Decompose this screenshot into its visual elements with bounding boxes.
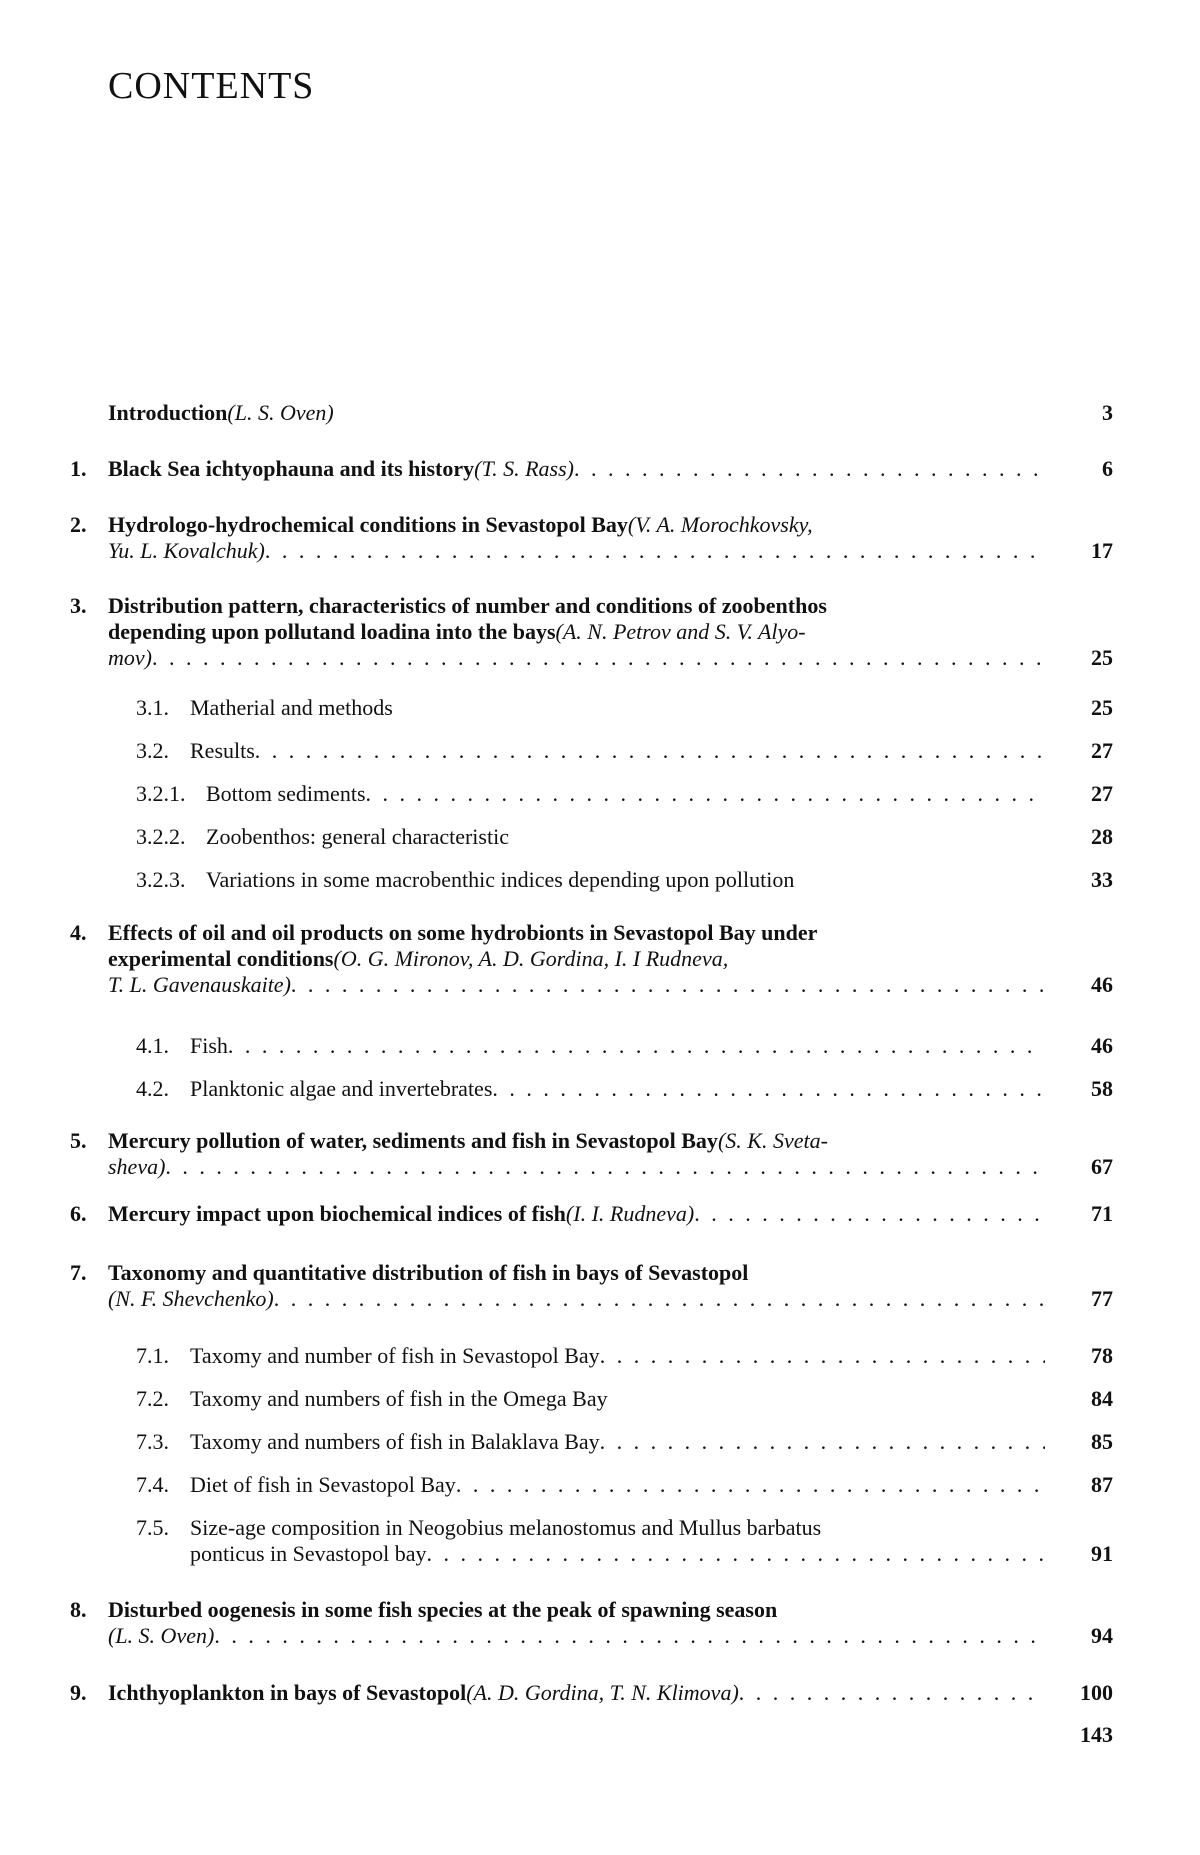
entry-page-number: 25	[1091, 695, 1113, 720]
entry-text: Taxomy and numbers of fish in Balaklava Bay	[190, 1429, 600, 1454]
entry-line	[108, 972, 1045, 998]
entry-page-number: 67	[1091, 1154, 1113, 1179]
leader-dots	[291, 972, 1045, 998]
entry-line	[108, 1286, 1045, 1312]
entry-number: 4.2.	[136, 1076, 169, 1101]
leader-dots	[492, 1076, 1045, 1102]
entry-title	[190, 695, 1045, 721]
entry-text: Distribution pattern, characteristics of number and conditions of zoobenthos	[108, 593, 827, 618]
entry-title	[206, 824, 1045, 850]
toc-entry	[0, 867, 1200, 893]
entry-line	[190, 1076, 1045, 1102]
entry-author: (L. S. Oven)	[227, 400, 334, 425]
entry-line	[190, 1515, 1045, 1541]
entry-title	[108, 1680, 1045, 1706]
page-title: CONTENTS	[108, 65, 315, 107]
entry-text: Mercury pollution of water, sediments and fish in Sevastopol Bay	[108, 1128, 718, 1153]
entry-title	[190, 1343, 1045, 1369]
entry-number: 7.4.	[136, 1472, 169, 1497]
entry-title	[108, 400, 1045, 426]
entry-number: 7.5.	[136, 1515, 169, 1540]
entry-text: Diet of fish in Sevastopol Bay	[190, 1472, 456, 1497]
leader-dots	[456, 1472, 1045, 1498]
leader-dots	[274, 1286, 1045, 1312]
entry-title	[190, 1515, 1045, 1567]
entry-line	[108, 456, 1045, 482]
entry-line	[190, 1429, 1045, 1455]
leader-dots	[574, 456, 1045, 482]
entry-text: Taxonomy and quantitative distribution of fish in bays of Sevastopol	[108, 1260, 749, 1285]
entry-title	[108, 456, 1045, 482]
entry-text: Variations in some macrobenthic indices depending upon pollution	[206, 867, 795, 892]
toc-entry	[0, 1260, 1200, 1312]
toc-entry	[0, 1343, 1200, 1369]
entry-number: 7.3.	[136, 1429, 169, 1454]
leader-dots	[600, 1429, 1045, 1455]
entry-author: (V. A. Morochkovsky,	[627, 512, 813, 537]
toc-entry	[0, 781, 1200, 807]
entry-page-number: 77	[1091, 1286, 1113, 1311]
toc-entry	[0, 1515, 1200, 1567]
entry-page-number: 100	[1080, 1680, 1113, 1705]
entry-text: Mercury impact upon biochemical indices of fish	[108, 1201, 566, 1226]
entry-number: 7.1.	[136, 1343, 169, 1368]
entry-text: Ichthyoplankton in bays of Sevastopol	[108, 1680, 467, 1705]
entry-title	[190, 1386, 1045, 1412]
entry-number: 9.	[70, 1680, 87, 1705]
entry-line	[108, 1623, 1045, 1649]
entry-page-number: 58	[1091, 1076, 1113, 1101]
entry-line	[108, 1597, 1045, 1623]
toc-entry	[0, 920, 1200, 998]
entry-number: 6.	[70, 1201, 87, 1226]
entry-author: (A. N. Petrov and S. V. Alyo-	[555, 619, 806, 644]
entry-page-number: 85	[1091, 1429, 1113, 1454]
entry-page-number: 17	[1091, 538, 1113, 563]
entry-page-number: 87	[1091, 1472, 1113, 1497]
entry-number: 7.	[70, 1260, 87, 1285]
leader-dots	[152, 645, 1045, 671]
entry-author: T. L. Gavenauskaite)	[108, 972, 291, 997]
leader-dots	[739, 1680, 1045, 1706]
entry-line	[108, 645, 1045, 671]
entry-text: Fish	[190, 1033, 228, 1058]
entry-text: Zoobenthos: general characteristic	[206, 824, 509, 849]
entry-text: Bottom sediments	[206, 781, 366, 806]
entry-line	[190, 1472, 1045, 1498]
entry-number: 5.	[70, 1128, 87, 1153]
leader-dots	[165, 1154, 1045, 1180]
entry-title	[190, 1429, 1045, 1455]
leader-dots	[228, 1033, 1045, 1059]
entry-author: (L. S. Oven)	[108, 1623, 215, 1648]
entry-text: ponticus in Sevastopol bay	[190, 1541, 427, 1566]
entry-line	[108, 619, 1045, 645]
entry-page-number: 3	[1102, 400, 1113, 425]
toc-entry	[0, 593, 1200, 671]
entry-text: Taxomy and numbers of fish in the Omega Bay	[190, 1386, 608, 1411]
entry-page-number: 28	[1091, 824, 1113, 849]
entry-line	[206, 867, 1045, 893]
toc-entry	[0, 1429, 1200, 1455]
entry-number: 3.2.3.	[136, 867, 186, 892]
toc-entry	[0, 1597, 1200, 1649]
toc-entry	[0, 1128, 1200, 1180]
toc-entry	[0, 1076, 1200, 1102]
entry-number: 7.2.	[136, 1386, 169, 1411]
entry-line	[206, 824, 1045, 850]
toc-entry	[0, 512, 1200, 564]
entry-line	[108, 1680, 1045, 1706]
entry-title	[206, 781, 1045, 807]
entry-title	[108, 1597, 1045, 1649]
entry-line	[108, 512, 1045, 538]
entry-title	[190, 1033, 1045, 1059]
entry-number: 1.	[70, 456, 87, 481]
entry-number: 4.	[70, 920, 87, 945]
entry-title	[190, 1076, 1045, 1102]
entry-text: Taxomy and number of fish in Sevastopol Bay	[190, 1343, 600, 1368]
entry-page-number: 94	[1091, 1623, 1113, 1648]
entry-number: 2.	[70, 512, 87, 537]
entry-line	[190, 1343, 1045, 1369]
entry-page-number: 25	[1091, 645, 1113, 670]
entry-author: sheva)	[108, 1154, 166, 1179]
entry-author: (N. F. Shevchenko)	[108, 1286, 274, 1311]
entry-page-number: 27	[1091, 738, 1113, 763]
entry-text: Introduction	[108, 400, 228, 425]
entry-number: 3.2.	[136, 738, 169, 763]
leader-dots	[426, 1541, 1045, 1567]
toc-entry	[0, 738, 1200, 764]
entry-line	[108, 1128, 1045, 1154]
entry-number: 3.	[70, 593, 87, 618]
entry-line	[190, 695, 1045, 721]
entry-title	[108, 512, 1045, 564]
entry-author: (A. D. Gordina, T. N. Klimova)	[466, 1680, 739, 1705]
toc-entry	[0, 1033, 1200, 1059]
entry-text: Results	[190, 738, 255, 763]
entry-line	[108, 946, 1045, 972]
entry-line	[108, 538, 1045, 564]
entry-title	[190, 1472, 1045, 1498]
leader-dots	[694, 1201, 1045, 1227]
entry-text: Hydrologo-hydrochemical conditions in Sevastopol Bay	[108, 512, 628, 537]
entry-text: experimental conditions	[108, 946, 334, 971]
entry-page-number: 46	[1091, 972, 1113, 997]
entry-line	[108, 1260, 1045, 1286]
entry-line	[108, 400, 1045, 426]
leader-dots	[265, 538, 1045, 564]
toc-entry	[0, 1201, 1200, 1227]
entry-page-number: 91	[1091, 1541, 1113, 1566]
entry-author: (T. S. Rass)	[474, 456, 574, 481]
entry-number: 8.	[70, 1597, 87, 1622]
toc-entry	[0, 456, 1200, 482]
entry-text: Disturbed oogenesis in some fish species at the peak of spawning season	[108, 1597, 778, 1622]
entry-text: depending upon pollutand loadina into the bays	[108, 619, 556, 644]
entry-number: 4.1.	[136, 1033, 169, 1058]
entry-author: (O. G. Mironov, A. D. Gordina, I. I Rudneva,	[333, 946, 729, 971]
toc-entry	[0, 824, 1200, 850]
leader-dots	[255, 738, 1045, 764]
entry-author: mov)	[108, 645, 152, 670]
entry-author: (I. I. Rudneva)	[565, 1201, 695, 1226]
entry-number: 3.2.1.	[136, 781, 186, 806]
entry-line	[108, 1154, 1045, 1180]
entry-title	[108, 1260, 1045, 1312]
entry-text: Effects of oil and oil products on some hydrobionts in Sevastopol Bay under	[108, 920, 818, 945]
entry-author: (S. K. Sveta-	[717, 1128, 828, 1153]
toc-entry	[0, 1386, 1200, 1412]
entry-page-number: 84	[1091, 1386, 1113, 1411]
entry-page-number: 27	[1091, 781, 1113, 806]
entry-text: Black Sea ichtyophauna and its history	[108, 456, 475, 481]
entry-page-number: 33	[1091, 867, 1113, 892]
entry-line	[190, 1033, 1045, 1059]
leader-dots	[600, 1343, 1045, 1369]
entry-number: 3.1.	[136, 695, 169, 720]
entry-page-number: 78	[1091, 1343, 1113, 1368]
page-number: 143	[1080, 1722, 1113, 1747]
entry-page-number: 46	[1091, 1033, 1113, 1058]
entry-title	[206, 867, 1045, 893]
entry-text: Size-age composition in Neogobius melanostomus and Mullus barbatus	[190, 1515, 822, 1540]
entry-line	[190, 1386, 1045, 1412]
entry-line	[190, 738, 1045, 764]
entry-line	[206, 781, 1045, 807]
entry-text: Matherial and methods	[190, 695, 393, 720]
entry-line	[108, 920, 1045, 946]
toc-entry	[0, 1680, 1200, 1706]
entry-author: Yu. L. Kovalchuk)	[108, 538, 265, 563]
entry-title	[108, 1128, 1045, 1180]
entry-number: 3.2.2.	[136, 824, 186, 849]
entry-page-number: 6	[1102, 456, 1113, 481]
toc-entry	[0, 1472, 1200, 1498]
entry-line	[108, 1201, 1045, 1227]
entry-title	[108, 1201, 1045, 1227]
entry-title	[108, 593, 1045, 671]
entry-title	[108, 920, 1045, 998]
leader-dots	[214, 1623, 1045, 1649]
entry-page-number: 71	[1091, 1201, 1113, 1226]
toc-entry	[0, 400, 1200, 426]
entry-text: Planktonic algae and invertebrates	[190, 1076, 493, 1101]
entry-line	[108, 593, 1045, 619]
entry-title	[190, 738, 1045, 764]
leader-dots	[366, 781, 1046, 807]
toc-entry	[0, 695, 1200, 721]
entry-line	[190, 1541, 1045, 1567]
